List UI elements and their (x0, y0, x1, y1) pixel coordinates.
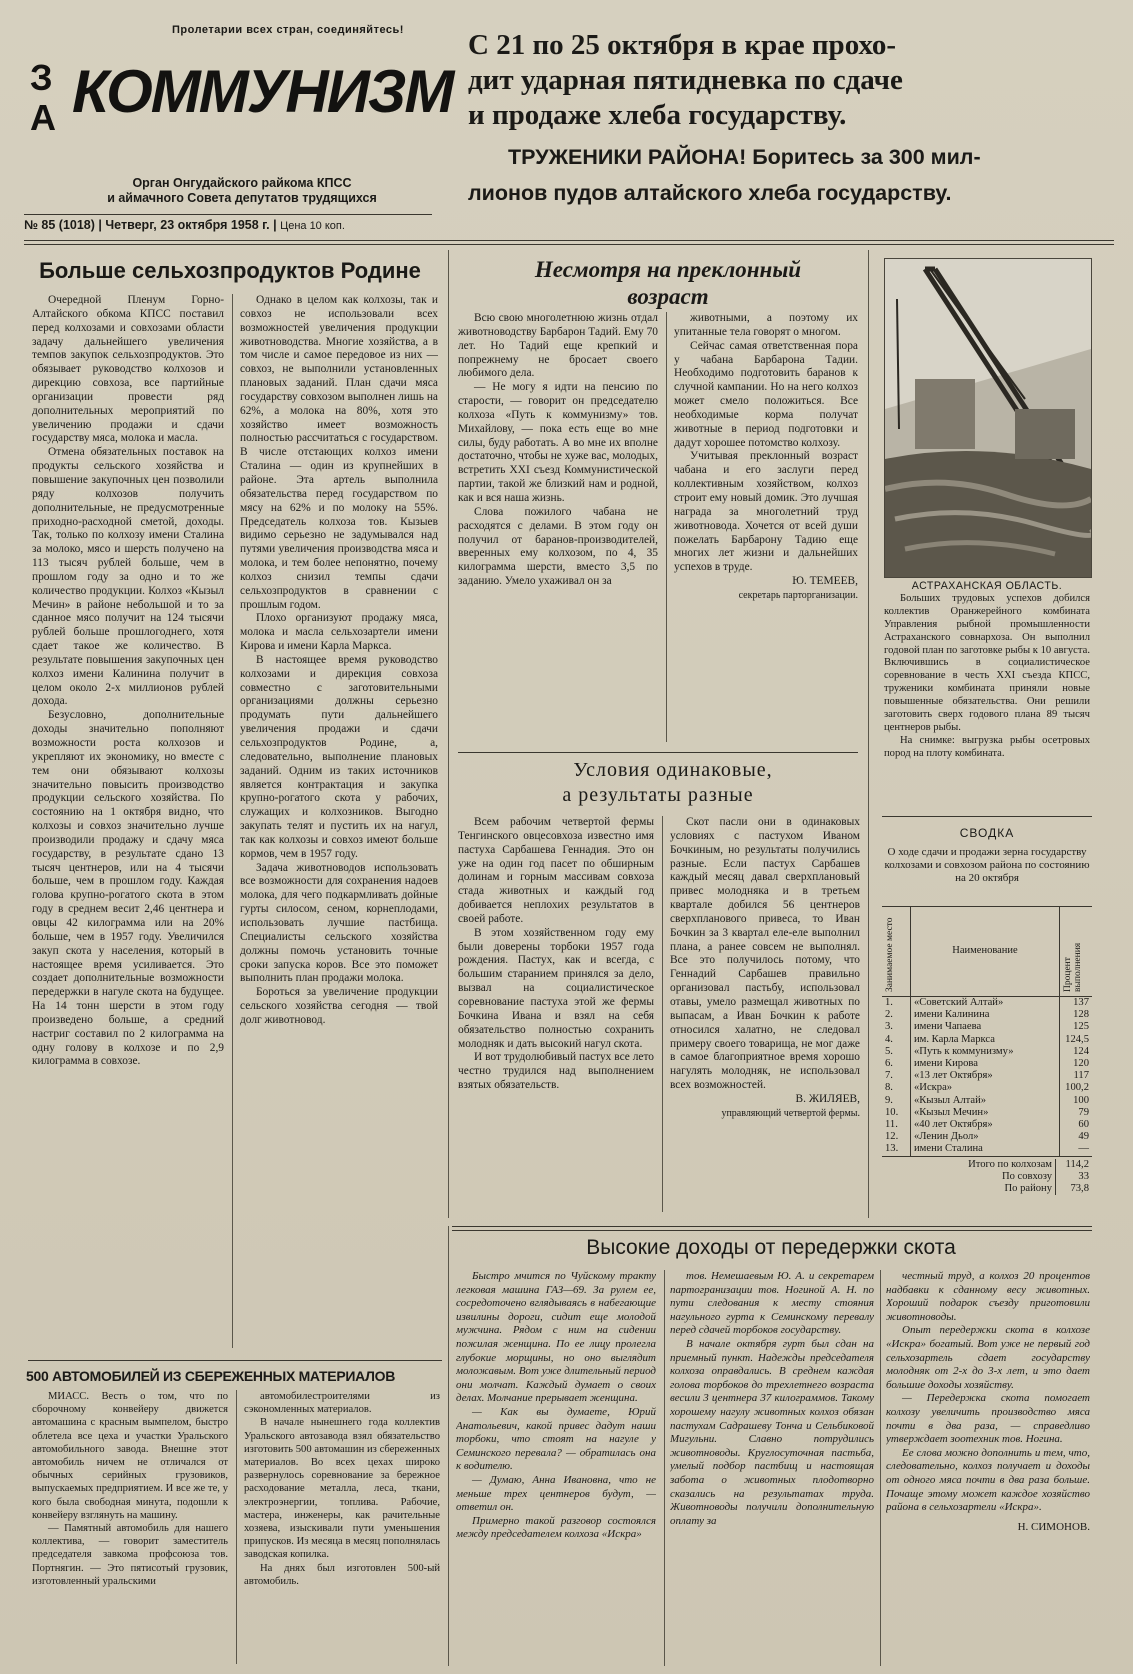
article3-col2 (670, 816, 860, 1212)
section-rule (448, 1226, 449, 1666)
article2-signature-position: секретарь парторганизации. (738, 589, 858, 601)
article2-col1 (458, 312, 658, 742)
article4-top-rule (28, 1360, 442, 1361)
svodka-cell-name: имени Калинина (911, 1009, 1060, 1021)
article2-col2 (674, 312, 858, 742)
article5-paragraph: — Как вы думаете, Юрий Анатольевич, какой привес дадут наши торбоки, что стоят на нагуле у Семинского перевала? — обратилась она к водителю. (456, 1405, 656, 1473)
article4-col2 (244, 1390, 440, 1664)
section-rule (868, 250, 869, 1218)
article4-paragraph: На днях был изготовлен 500-ый автомобиль. (244, 1562, 440, 1587)
svodka-header-name: Наименование (952, 945, 1018, 957)
svodka-cell-pct: 100 (1073, 1094, 1089, 1106)
svodka-cell-place: 3. (882, 1021, 911, 1033)
svodka-cell-place: 1. (882, 997, 911, 1010)
article4-paragraph: — Памятный автомобиль для нашего коллектива, — говорит заместитель председателя завкома профсоюза тов. Портнягин. — Это пятисотый грузовик, изготовленный уральскими (32, 1523, 228, 1587)
column-rule (666, 312, 667, 742)
svodka-header-place: Занимаемое место (885, 917, 895, 992)
svodka-row (882, 1119, 1092, 1131)
article5-col3 (886, 1270, 1090, 1666)
svodka-cell-name: «Кызыл Алтай» (911, 1095, 1060, 1107)
article5-paragraph: — Думаю, Анна Ивановна, что не меньше трех центнеров будут, — ответил он. (456, 1473, 656, 1514)
svodka-cell-name: «Советский Алтай» (911, 997, 1060, 1010)
svodka-cell-pct: 79 (1078, 1106, 1089, 1118)
svodka-cell-place: 7. (882, 1070, 911, 1082)
svodka-row (882, 1058, 1092, 1070)
article5-paragraph: Примерно такой разговор состоялся между председателем колхоза «Искра» (456, 1514, 656, 1541)
banner-line1: С 21 по 25 октября в крае прохо- (468, 29, 897, 61)
article2-paragraph: Слова пожилого чабана не расходятся с делами. В этом году он получил от баранов-производителей, вверенных ему колхозом, по 4, 35 килограмма шерсти, вместо 3,5 по заданию. Умело ухаживал он за (458, 505, 658, 588)
article3-top-rule (458, 752, 858, 753)
svodka-row (882, 1070, 1092, 1082)
issue-price: Цена 10 коп. (280, 220, 345, 232)
svodka-cell-pct: 128 (1073, 1009, 1089, 1021)
svodka-cell-pct: 120 (1073, 1058, 1089, 1070)
masthead-title-za: ЗА (30, 57, 56, 138)
article5-title: Высокие доходы от передержки скота (586, 1236, 956, 1259)
article1-title: Больше сельхозпродуктов Родине (39, 258, 421, 283)
column-rule (880, 1270, 881, 1666)
svodka-cell-place: 13. (882, 1143, 911, 1156)
svodka-cell-name: «40 лет Октября» (911, 1119, 1060, 1131)
article2-paragraph: — Не могу я идти на пенсию по старости, — говорит он председателю колхоза «Путь к коммунизму» тов. Михайлову, — пока есть еще во мне силы, буду работать. А во мне их вполне достаточно, чтобы не хуже вас, молодых, встретить XXI съезд Коммунистической партии, такой же близкий нам и родной, как и вся наша жизнь. (458, 381, 658, 504)
svodka-row (882, 1009, 1092, 1021)
article2-title-line1: Несмотря на преклонный (534, 257, 802, 282)
masthead-bottom-rule (24, 240, 1114, 245)
svodka-cell-pct: — (1078, 1143, 1089, 1155)
svodka-row (882, 1046, 1092, 1058)
svodka-row (882, 1095, 1092, 1107)
svodka-row (882, 1107, 1092, 1119)
banner-line4: ТРУЖЕНИКИ РАЙОНА! Боритесь за 300 мил- (508, 145, 981, 169)
svodka-cell-place: 10. (882, 1107, 911, 1119)
masthead-rule (24, 214, 432, 215)
svodka-cell-place: 8. (882, 1082, 911, 1094)
svodka-cell-name: «Ленин Дьол» (911, 1131, 1060, 1143)
article3-title-line1: Условия одинаковые, (573, 759, 773, 781)
svodka-cell-pct: 117 (1073, 1070, 1089, 1082)
photo-caption-text: Больших трудовых успехов добился коллектив Оранжерейного комбината Управления рыбной промышленности Астраханского совнархоза. Он выполнил годовой план по заготовке рыбы к 10 августа. Включившись в социалистическое соревнование в честь XXI съезда КПСС, труженики комбината приняли новые повышенные обязательства. Они решили заготовить сверх годового плана 89 тысяч центнеров рыбы. (884, 592, 1090, 733)
svodka-total-row (882, 1183, 1092, 1195)
svodka-cell-pct: 124,5 (1065, 1033, 1089, 1045)
svodka-cell-name: им. Карла Маркса (911, 1034, 1060, 1046)
article1-paragraph: Бороться за увеличение продукции сельского хозяйства сегодня — твой долг животновод. (240, 986, 438, 1026)
article5-paragraph: Быстро мчится по Чуйскому тракту легковая машина ГАЗ—69. За рулем ее, сосредоточено вглядываясь в набегающие извилины дороги, сидит еще молодой мужчина. Рядом с ним на сидении пожилая женщина. По ее лицу пролегла глубокие морщины, но оно выглядит моложавым. Вот уже длительный период они молчат. Каждый думает о своих делах. Молчание прерывает женщина. (456, 1270, 656, 1405)
svodka-cell-name: имени Кирова (911, 1058, 1060, 1070)
svodka-cell-name: «Искра» (911, 1082, 1060, 1094)
article3-paragraph: Всем рабочим четвертой фермы Тенгинского овцесовхоза известно имя пастуха Сарбашева Геннадия. Это он уже на один год пасет по обширным долинам и горным массивам совхоза стада животных и каждый год добивается неплохих результатов в своей работе. (458, 816, 654, 925)
svodka-cell-name: «Кызыл Мечин» (911, 1107, 1060, 1119)
svodka-cell-place: 9. (882, 1095, 911, 1107)
article3-signature: В. ЖИЛЯЕВ, (795, 1092, 860, 1105)
article1-paragraph: Очередной Пленум Горно-Алтайского обкома КПСС поставил перед колхозами и совхозами области задачу дальнейшего увеличения темпов закупок сельхозпродуктов. Это обязывает руководство колхозов и дирекцию совхоза, все партийные организации провести ряд дополнительных мероприятий по увеличению продажи и сдачи государству мяса, молока и масла. (32, 294, 224, 445)
svodka-cell-name: «Путь к коммунизму» (911, 1046, 1060, 1058)
article2-title (458, 256, 878, 310)
svodka-row (882, 1034, 1092, 1046)
article2-paragraph: Учитывая преклонный возраст чабана и его заслуги перед коллективным хозяйством, колхоз строит ему новый домик. Это лучшая награда за многолетний труд животновода. Хочется от всей души пожелать Барбарону Тадию еще многих лет жизни и дальнейших успехов в труде. (674, 450, 858, 574)
article1-paragraph: Задача животноводов использовать все возможности для сохранения надоев молока, для чего подкармливать дойные гурты силосом, сеном, корнеплодами, использовать лучшие пастбища. Специалисты сельского хозяйства должны помочь установить точные сроки запуска коров. Все это поможет выполнить план продажи молока. (240, 861, 438, 985)
column-rule (664, 1270, 665, 1666)
svodka-total-label: По совхозу (1001, 1170, 1052, 1182)
column-rule (232, 294, 233, 1348)
svodka-total-label: Итого по колхозам (968, 1158, 1052, 1170)
svodka-total-row (882, 1171, 1092, 1183)
column-rule (662, 816, 663, 1212)
article4-col1 (32, 1390, 228, 1664)
svodka-cell-name: имени Сталина (911, 1143, 1060, 1156)
svodka-rule (882, 816, 1092, 817)
article3-paragraph: И вот трудолюбивый пастух все лето честно трудился над выполнением взятых обязательств. (458, 1051, 654, 1092)
banner (468, 28, 1118, 211)
svodka-cell-pct: 137 (1073, 997, 1089, 1008)
photo-caption-title: АСТРАХАНСКАЯ ОБЛАСТЬ. (911, 580, 1063, 592)
svodka-table-wrap (882, 906, 1092, 1195)
column-rule (236, 1390, 237, 1664)
masthead-organ-line2: и аймачного Совета депутатов трудящихся (107, 191, 377, 205)
article1-col2 (240, 294, 438, 1348)
crane-illustration-icon (885, 259, 1091, 577)
article5-signature: Н. СИМОНОВ. (1017, 1520, 1090, 1533)
article5-top-rule (452, 1226, 1092, 1231)
fish-unloading-photo (884, 258, 1092, 578)
article3-title (458, 758, 858, 808)
masthead-title (30, 50, 453, 178)
article5-paragraph: — Передержка скота помогает колхозу увеличить производство мяса почти в два раза, — справедливо утверждает зоотехник тов. Ногина. (886, 1392, 1090, 1446)
article4-paragraph: В начале нынешнего года коллектив Уральского автозавода взял обязательство изготовить 500 автомашин из сбереженных материалов. Во всех цехах широко развернулось соревнование за бережное расходование металла, леса, ткани, электроэнергии, топлива. Рабочие, мастера, инженеры, как рачительные хозяева, изыскивали пути уменьшения припусков. Из месяца в месяц пополнялась заводская копилка. (244, 1417, 440, 1561)
svodka-cell-place: 4. (882, 1034, 911, 1046)
article4-title: 500 АВТОМОБИЛЕЙ ИЗ СБЕРЕЖЕННЫХ МАТЕРИАЛОВ (26, 1368, 396, 1384)
article3-col1 (458, 816, 654, 1212)
article1-paragraph: Отмена обязательных поставок на продукты сельского хозяйства и повышение закупочных цен позволили ряду колхозов получить дополнительные, не предусмотренные приходно-расходной сметой, доходы. Так, только по колхозу имени Сталина за молоко, мясо и шерсть получено на 113 тысяч рублей больше, чем в прошлом году за одно и то же количество продукции. Колхоз «Кызыл Мечин» в районе небольшой и то за сданное мясо получит на 124 тысячи рублей больше прошлогоднего, хотя сдает такое же количество. В результате повышения закупочных цен колхоз имени Калинина получит в целом около 2-х миллионов рублей дохода. (32, 446, 224, 708)
svodka-cell-pct: 49 (1078, 1131, 1089, 1143)
article3-signature-position: управляющий четвертой фермы. (721, 1107, 860, 1119)
article4-paragraph: автомобилестроителями из сэкономленных материалов. (244, 1391, 440, 1416)
article2-signature: Ю. ТЕМЕЕВ, (792, 575, 858, 588)
banner-line5: лионов пудов алтайского хлеба государству. (468, 181, 952, 205)
svodka-total-label: По району (1004, 1183, 1052, 1195)
svodka-header-percent: Процент выполнения (1063, 942, 1083, 992)
article1-paragraph: Однако в целом как колхозы, так и совхоз не использовали всех возможностей увеличения продукции животноводства. Многие хозяйства, а в том числе и самое передовое из них — совхоз, не выполнили установленных плановых заданий. План сдачи мяса государству совхозом выполнен лишь на 62%, а молока на 80%, хотя это хозяйство имеет возможность полностью рассчитаться с государством. В числе отстающих колхоз имени Сталина — один из крупнейших в районе. Эта артель выполнила обязательства перед государством по мясу на 62% и по молоку на 55%. Председатель колхоза тов. Кызыев видимо серьезно не задумывался над путями увеличения производства мяса и молока, и тем более непонятно, почему колхоз снизил темпы сдачи сельхозпродуктов в сравнении с прошлым годом. (240, 294, 438, 611)
svodka-totals (882, 1159, 1092, 1196)
masthead-slogan: Пролетарии всех стран, соединяйтесь! (172, 24, 404, 36)
svodka-table (882, 906, 1092, 1157)
article4-paragraph: МИАСС. Весть о том, что по сборочному конвейеру движется автомашина с красным вымпелом, быстро облетела все цеха и участки Уральского автомобильного завода. Внешне этот автомобиль ничем не отличался от обычных серийных грузовиков, выпускаемых предприятием. И все же те, у кого была свободная минута, подошли к конвейеру взглянуть на машину. (32, 1391, 228, 1521)
article5-paragraph: Ее слова можно дополнить и тем, что, следовательно, колхоз получает и доходы от одного мяса почти в два раза больше. Почаще этому может каждое хозяйство района в сельхозартели «Искра». (886, 1446, 1090, 1514)
banner-line2: дит ударная пятидневка по сдаче (468, 64, 903, 96)
svodka-cell-pct: 125 (1073, 1021, 1089, 1033)
svodka-title: СВОДКА (959, 826, 1015, 840)
svodka-total-percent: 114,2 (1056, 1159, 1093, 1171)
svodka-cell-name: имени Чапаева (911, 1021, 1060, 1033)
svodka-row (882, 997, 1092, 1010)
photo-caption (884, 580, 1090, 810)
article1-paragraph: В настоящее время руководство колхозами и дирекция совхоза совместно с заготовительными организациями должны серьезно продумать пути дальнейшего увеличения продажи и сдачи сельхозпродуктов Родине, а, следовательно, выполнение плановых заданий. Одним из таких источников является контрактация и закупка крупно-рогатого скота у рабочих, служащих и колхозников. Выгодно закупать телят и пустить их на нагул, так как колхозы и совхоз имеют больше кормов, чем в 1957 году. (240, 653, 438, 860)
svodka-total-percent: 33 (1056, 1171, 1093, 1183)
issue-date: Четверг, 23 октября 1958 г. (105, 218, 270, 232)
article5-col2 (670, 1270, 874, 1666)
banner-line3: и продаже хлеба государству. (468, 99, 847, 131)
photo-caption-note: На снимке: выгрузка рыбы осетровых пород на плоту комбината. (884, 734, 1090, 759)
masthead-issue-line: № 85 (1018) | Четверг, 23 октября 1958 г. | Цена 10 коп. (24, 218, 345, 232)
svodka-cell-name: «13 лет Октября» (911, 1070, 1060, 1082)
svodka-cell-place: 12. (882, 1131, 911, 1143)
article2-title-line2: возраст (627, 284, 709, 309)
article5-paragraph: честный труд, а колхоз 20 процентов надбавки к сданному весу животных. Хороший подарок съезду приготовили животноводы. (886, 1270, 1090, 1323)
svodka-total-percent: 73,8 (1056, 1183, 1093, 1195)
article3-title-line2: а результаты разные (562, 784, 754, 806)
article5-col1 (456, 1270, 656, 1666)
svodka-cell-place: 11. (882, 1119, 911, 1131)
svodka-cell-place: 2. (882, 1009, 911, 1021)
svodka-cell-place: 5. (882, 1046, 911, 1058)
svodka-cell-pct: 60 (1078, 1119, 1089, 1131)
article2-paragraph: Всю свою многолетнюю жизнь отдал животноводству Барбарон Тадий. Ему 70 лет. Но Тадий еще крепкий и попрежнему не бросает своего любимого дела. (458, 312, 658, 380)
svodka-header-row (882, 907, 1092, 997)
issue-number: № 85 (1018) (24, 218, 95, 232)
article5-paragraph: В начале октября гурт был сдан на приемный пункт. Надежды председателя колхоза оправдались. В среднем каждая голова торбоков до трехлетнего возраста весили 3 центнера 37 килограммов. Такому хорошему нагулу животных колхоз обязан пастухам Садрашеву Тонча и Сельбиковой Мигульни. Славно потрудились животноводы. Круглосуточная пастьба, умелый подбор пастбищ и настоящая забота о животных плодотворно сказались на результатах труда. Животноводы получили дополнительную оплату за (670, 1337, 874, 1527)
article5-paragraph: Опыт передержки скота в колхозе «Искра» богатый. Вот уже не первый год сельхозартель сдает государству молодняк от 2-х до 3-х лет, и это дает большие доходы хозяйству. (886, 1324, 1090, 1391)
svodka-row (882, 1021, 1092, 1033)
svodka-row (882, 1131, 1092, 1143)
article3-paragraph: Скот пасли они в одинаковых условиях с пастухом Иваном Бочкиным, но результаты получились разные. Если пастух Сарбашев каждый месяц давал сверхплановый привес молодняка и в третьем квартале добился 56 центнеров сверхпланового привеса, то Иван Бочкин за 3 квартал еле-еле выполнил плана, а ранее совсем не выполнял. Все это получилось потому, что Геннадий Сарбашев правильно организовал пастьбу, использовал отавы, умело размещал животных по выпасам, а Иван Бочкин к работе относился халатно, не следовал примеру своего товарища, не мог даже в самое благоприятное время хорошо нагулять молодняк, не использовал всех возможностей. (670, 816, 860, 1092)
svodka-cell-pct: 100,2 (1065, 1082, 1089, 1094)
article2-paragraph: животными, а поэтому их упитанные тела говорят о многом. (674, 312, 858, 338)
masthead-organ-line1: Орган Онгудайского райкома КПСС (132, 176, 352, 190)
svodka-subtitle: О ходе сдачи и продажи зерна государству колхозами и совхозом района по состоянию на 20 октября (884, 846, 1090, 884)
article1-paragraph: Плохо организуют продажу мяса, молока и масла сельхозартели имени Кирова и имени Карла Маркса. (240, 612, 438, 653)
article5-paragraph: тов. Немешаевым Ю. А. и секретарем партогранизации тов. Ногиной А. Н. по пути следования к месту стояния нагульного гурта к Семинскому перевалу перед сдачей торбоков государству. (670, 1270, 874, 1337)
masthead-organ (62, 176, 422, 206)
svodka-row (882, 1143, 1092, 1156)
svodka-total-row (882, 1159, 1092, 1171)
svodka-cell-pct: 124 (1073, 1045, 1089, 1057)
article2-paragraph: Сейчас самая ответственная пора у чабана Барбарона Тадии. Необходимо подготовить баранов к случной кампании. Но на него колхоз может смело положиться. Все необходимые корма получат животные в период подготовки и дадут хорошее потомство колхозу. (674, 339, 858, 449)
article1-col1 (32, 294, 224, 1348)
masthead-title-main: КОММУНИЗМ (72, 58, 453, 125)
svodka-row (882, 1082, 1092, 1094)
article3-paragraph: В этом хозяйственном году ему были доверены торбоки 1957 года рождения. Пастух, как и всегда, с большим старанием принялся за дело, вызвал на социалистическое соревнование пастуха этой же фермы Бочкина Ивана и взял на себя обязательство полностью сохранить молодняк и дать высокий нагул скота. (458, 926, 654, 1050)
article1-paragraph: Безусловно, дополнительные доходы значительно пополняют возможности роста колхозов и укрепляют их экономику, но вместе с тем они обязывают колхозы значительно повысить производство продукции сельского хозяйства. По состоянию на 1 октября видно, что колхозы и совхоз значительно лучше производили продажу и сдачу мяса государству, в результате сдано 13 тысяч центнеров, или на 4 тысячи больше, чем в прошлом году. Каждая голова крупно-рогатого скота в этом году в среднем весит 2,46 центнера и овцы 42 килограмма или на 20% больше, чем в 1957 году. Увеличился закуп скота у населения, который в настоящее время усиливается. Это создает дополнительные возможности передержки в нагуле скота на будущее. На 14 тонн шерсти в этом году произведено больше, а средний настриг составил по 2 килограмма на одну голову в колхозе и по 2,9 килограмма в совхозе. (32, 709, 224, 1068)
section-rule (448, 250, 449, 1218)
svodka-cell-place: 6. (882, 1058, 911, 1070)
